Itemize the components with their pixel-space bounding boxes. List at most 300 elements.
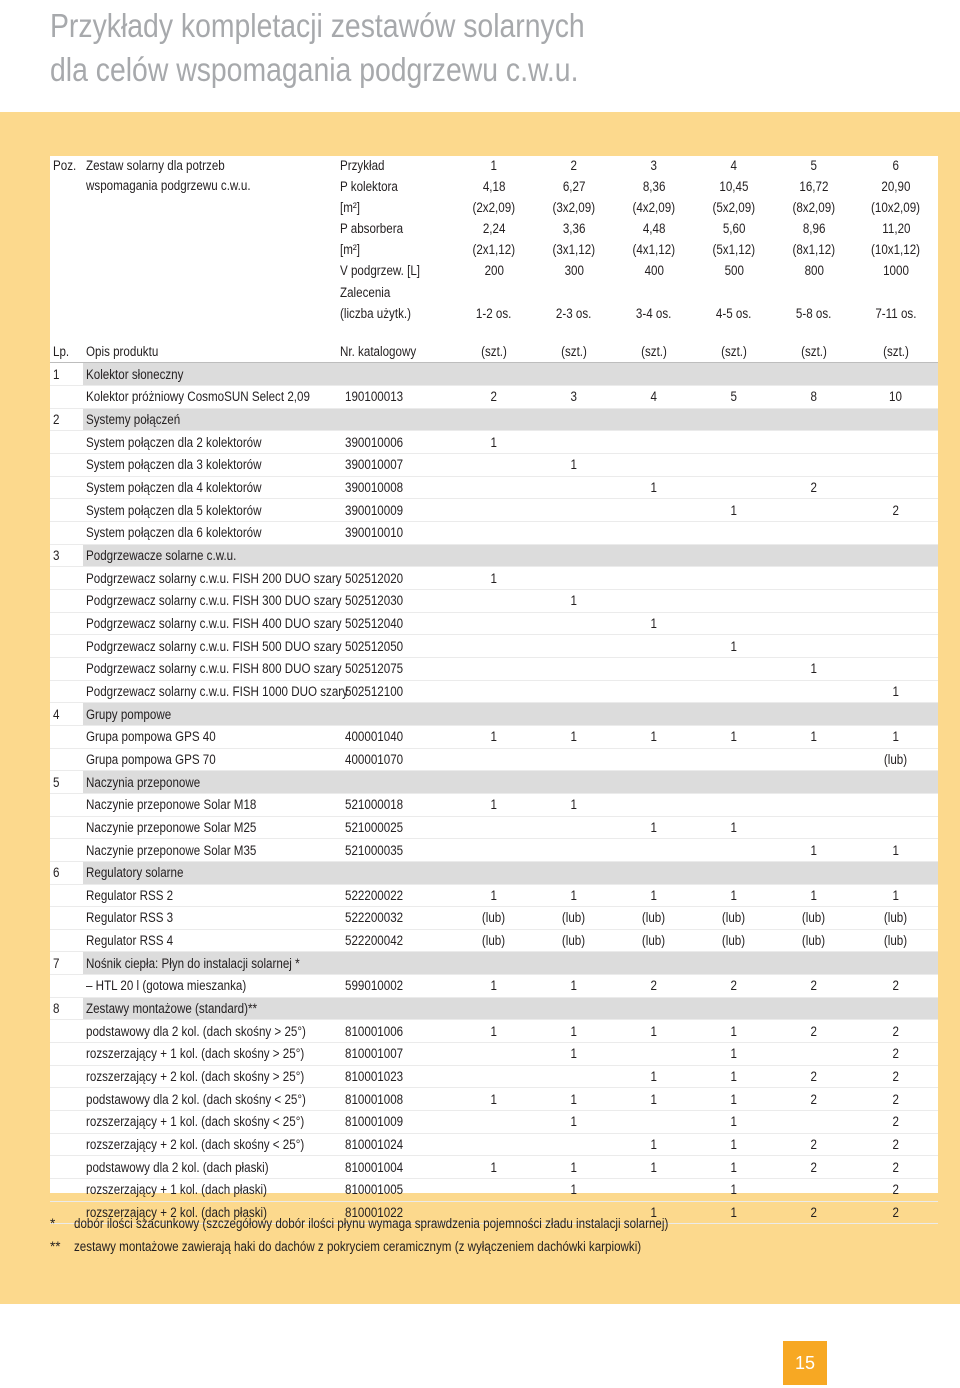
header-value-text: 10,45 — [719, 179, 749, 195]
quantity-cell — [694, 431, 774, 454]
quantity-cell-text: 1 — [490, 729, 498, 745]
header-value — [614, 304, 694, 325]
product-name — [83, 567, 342, 590]
quantity-cell-text: 2 — [892, 978, 900, 994]
catalog-number — [337, 476, 454, 499]
product-name — [83, 386, 337, 409]
header-value — [454, 240, 534, 261]
quantity-cell-text: 1 — [892, 683, 900, 699]
header-value-text: 800 — [804, 263, 824, 279]
category-number — [50, 544, 83, 567]
product-row — [50, 1156, 938, 1179]
quantity-cell — [854, 612, 938, 635]
quantity-cell-text: 2 — [810, 1023, 818, 1039]
product-row — [50, 1020, 938, 1043]
header-value-text: 4-5 os. — [716, 305, 752, 321]
category-row — [50, 861, 938, 884]
category-title-text: Naczynia przeponowe — [86, 774, 201, 790]
quantity-cell-text: 1 — [570, 1159, 578, 1175]
category-title-text: Kolektor słoneczny — [86, 366, 184, 382]
quantity-cell — [694, 725, 774, 748]
product-name — [83, 725, 337, 748]
header-value-text: 1-2 os. — [476, 305, 512, 321]
quantity-cell-text: 2 — [490, 389, 498, 405]
quantity-cell — [694, 476, 774, 499]
quantity-cell — [694, 657, 774, 680]
quantity-cell — [854, 454, 938, 477]
quantity-cell — [614, 680, 694, 703]
quantity-cell — [614, 386, 694, 409]
spacer-cell — [50, 325, 83, 341]
quantity-cell — [454, 1088, 534, 1111]
page-title-line-2: dla celów wspomagania podgrzewu c.w.u. — [50, 51, 579, 88]
header-value — [774, 177, 854, 198]
quantity-cell — [694, 1133, 774, 1156]
header-row-label-text: Przykład — [340, 158, 385, 173]
catalog-number — [337, 975, 454, 998]
quantity-cell-text: (lub) — [562, 933, 586, 949]
quantity-cell — [694, 567, 774, 590]
catalog-number — [337, 635, 454, 658]
quantity-cell — [614, 499, 694, 522]
product-row — [50, 454, 938, 477]
col-header-product — [83, 341, 337, 363]
header-row-label-text: V podgrzew. [L] — [340, 263, 421, 279]
quantity-cell — [854, 1156, 938, 1179]
quantity-cell-text: 2 — [892, 1182, 900, 1198]
product-lp-cell — [50, 657, 83, 680]
category-title — [83, 703, 938, 726]
category-number — [50, 703, 83, 726]
quantity-cell — [454, 1111, 534, 1134]
kit-description — [83, 156, 337, 325]
footnote — [50, 1212, 765, 1235]
quantity-cell — [854, 431, 938, 454]
header-row-label-text: P kolektora — [340, 179, 398, 195]
product-name-text: Podgrzewacz solarny c.w.u. FISH 300 DUO szary — [86, 593, 342, 609]
quantity-cell — [774, 816, 854, 839]
header-value-text: 3,36 — [562, 221, 586, 237]
header-value-text: 3 — [650, 158, 658, 173]
product-lp-cell — [50, 386, 83, 409]
header-value — [694, 219, 774, 240]
catalog-number-text: 522200032 — [345, 910, 404, 926]
quantity-cell — [774, 1043, 854, 1066]
quantity-cell — [454, 522, 534, 545]
quantity-cell-text: 1 — [650, 1205, 658, 1221]
kit-description-line-text: wspomagania podgrzewu c.w.u. — [86, 178, 251, 193]
product-name — [83, 680, 348, 703]
catalog-number — [337, 1133, 454, 1156]
spacer-cell — [774, 325, 854, 341]
header-value-text: (10x1,12) — [871, 242, 921, 258]
quantity-cell — [774, 793, 854, 816]
product-name — [83, 476, 337, 499]
product-row — [50, 1133, 938, 1156]
product-name-text: System połączen dla 3 kolektorów — [86, 457, 262, 473]
category-title — [83, 771, 938, 794]
catalog-number — [337, 431, 454, 454]
quantity-cell-text: 1 — [810, 661, 818, 677]
quantity-cell-text: (lub) — [802, 910, 826, 926]
product-row — [50, 431, 938, 454]
catalog-number-text: 390010007 — [345, 457, 404, 473]
quantity-cell-text: 1 — [730, 819, 738, 835]
quantity-cell — [454, 1065, 534, 1088]
quantity-cell-text: 2 — [892, 1205, 900, 1221]
quantity-cell — [854, 907, 938, 930]
header-value-text: (8x1,12) — [792, 242, 836, 258]
quantity-cell-text: 1 — [650, 1069, 658, 1085]
catalog-number-text: 810001005 — [345, 1182, 404, 1198]
quantity-cell-text: 1 — [490, 797, 498, 813]
catalog-number — [337, 522, 454, 545]
catalog-number-text: 521000035 — [345, 842, 404, 858]
header-value-text: (3x1,12) — [552, 242, 596, 258]
category-row — [50, 703, 938, 726]
quantity-cell — [694, 839, 774, 862]
quantity-cell-text: (lub) — [884, 751, 908, 767]
header-value — [854, 283, 938, 304]
quantity-cell-text: 5 — [730, 389, 738, 405]
product-row — [50, 657, 938, 680]
spacer-cell — [83, 325, 337, 341]
product-name — [83, 1111, 337, 1134]
header-value — [454, 198, 534, 219]
quantity-cell — [854, 816, 938, 839]
header-row-label — [337, 156, 454, 177]
quantity-cell-text: 2 — [892, 1069, 900, 1085]
quantity-cell — [534, 476, 614, 499]
header-row-label-text: [m²] — [340, 200, 360, 216]
quantity-cell — [614, 1088, 694, 1111]
catalog-number-text: 521000018 — [345, 797, 404, 813]
product-name-text: Podgrzewacz solarny c.w.u. FISH 400 DUO szary — [86, 615, 342, 631]
category-title — [83, 408, 938, 431]
quantity-cell — [774, 975, 854, 998]
quantity-cell — [614, 522, 694, 545]
header-value-text: 500 — [724, 263, 744, 279]
catalog-number — [337, 839, 454, 862]
product-row — [50, 612, 938, 635]
catalog-number — [337, 1156, 454, 1179]
quantity-cell-text: 2 — [892, 1091, 900, 1107]
quantity-cell-text: 1 — [570, 1114, 578, 1130]
product-row — [50, 839, 938, 862]
category-title-text: Grupy pompowe — [86, 706, 172, 722]
quantity-cell — [694, 386, 774, 409]
header-value-text: 2 — [570, 158, 578, 173]
quantity-cell-text: 2 — [730, 978, 738, 994]
product-row — [50, 725, 938, 748]
quantity-cell — [694, 635, 774, 658]
product-lp-cell — [50, 1133, 83, 1156]
quantity-cell — [694, 975, 774, 998]
header-row-label — [337, 261, 454, 282]
kit-description-line — [86, 156, 337, 176]
product-name — [83, 1020, 337, 1043]
header-value — [854, 156, 938, 177]
header-row-label — [337, 177, 454, 198]
quantity-cell — [614, 1065, 694, 1088]
kit-description-line-text: Zestaw solarny dla potrzeb — [86, 158, 225, 173]
product-lp-cell — [50, 839, 83, 862]
product-name — [83, 454, 337, 477]
header-value-text: 7-11 os. — [875, 305, 917, 321]
quantity-cell — [614, 1111, 694, 1134]
quantity-cell-text: 1 — [650, 1023, 658, 1039]
quantity-cell — [854, 635, 938, 658]
quantity-cell — [854, 975, 938, 998]
category-title-text: Systemy połączeń — [86, 412, 181, 428]
quantity-cell-text: 2 — [810, 1137, 818, 1153]
product-name-text: podstawowy dla 2 kol. (dach skośny > 25°) — [86, 1023, 306, 1039]
header-value-text: 2,24 — [482, 221, 506, 237]
header-value — [534, 198, 614, 219]
quantity-cell — [534, 657, 614, 680]
product-name-text: rozszerzający + 1 kol. (dach skośny < 25°) — [86, 1114, 305, 1130]
product-lp-cell — [50, 975, 83, 998]
category-title — [83, 363, 938, 386]
quantity-cell-text: 1 — [730, 1091, 738, 1107]
header-value — [454, 156, 534, 177]
product-name-text: podstawowy dla 2 kol. (dach płaski) — [86, 1159, 269, 1175]
quantity-cell — [854, 1179, 938, 1202]
spacer-cell — [534, 325, 614, 341]
header-value-text: 5-8 os. — [796, 305, 832, 321]
poz-label-text: Poz. — [53, 158, 77, 173]
product-row — [50, 1065, 938, 1088]
category-title — [83, 952, 938, 975]
col-header-product-text: Opis produktu — [86, 344, 159, 360]
catalog-number — [337, 454, 454, 477]
product-lp-cell — [50, 1088, 83, 1111]
quantity-cell — [454, 1043, 534, 1066]
quantity-cell — [534, 612, 614, 635]
header-value-text: 5,60 — [722, 221, 746, 237]
header-value-text: 4,18 — [482, 179, 506, 195]
header-value — [454, 177, 534, 198]
header-value — [534, 283, 614, 304]
product-name-text: Naczynie przeponowe Solar M18 — [86, 797, 257, 813]
quantity-cell-text: 2 — [810, 480, 818, 496]
product-lp-cell — [50, 884, 83, 907]
catalog-number — [337, 657, 454, 680]
header-value-text: 6 — [892, 158, 900, 173]
catalog-number — [337, 816, 454, 839]
category-title — [83, 997, 938, 1020]
quantity-cell — [614, 1133, 694, 1156]
header-value — [534, 261, 614, 282]
catalog-number-text: 400001040 — [345, 729, 404, 745]
quantity-cell — [614, 929, 694, 952]
product-lp-cell — [50, 680, 83, 703]
header-value-text: 3-4 os. — [636, 305, 672, 321]
header-value-text: 4 — [730, 158, 738, 173]
catalog-number — [337, 567, 454, 590]
col-header-catalog — [337, 341, 454, 363]
quantity-cell-text: 1 — [490, 1159, 498, 1175]
quantity-cell-text: 1 — [730, 887, 738, 903]
quantity-cell — [614, 748, 694, 771]
header-value-text: 400 — [644, 263, 664, 279]
quantity-cell — [614, 657, 694, 680]
catalog-number-text: 810001023 — [345, 1069, 404, 1085]
quantity-cell — [534, 1065, 614, 1088]
quantity-cell — [854, 929, 938, 952]
product-lp-cell — [50, 499, 83, 522]
quantity-cell-text: 1 — [490, 978, 498, 994]
catalog-number — [337, 386, 454, 409]
header-row-label — [337, 283, 454, 304]
header-value-text: 300 — [564, 263, 584, 279]
quantity-cell-text: 1 — [650, 1137, 658, 1153]
product-name — [83, 1043, 337, 1066]
header-value-text: 2-3 os. — [556, 305, 592, 321]
header-value — [534, 240, 614, 261]
header-value — [614, 240, 694, 261]
product-name-text: Podgrzewacz solarny c.w.u. FISH 1000 DUO szary — [86, 683, 348, 699]
quantity-cell — [454, 884, 534, 907]
product-row — [50, 907, 938, 930]
catalog-number-text: 502512020 — [345, 570, 404, 586]
quantity-cell — [534, 1179, 614, 1202]
header-value-text: 1 — [490, 158, 498, 173]
product-lp-cell — [50, 816, 83, 839]
product-lp-cell — [50, 454, 83, 477]
product-name — [83, 1065, 337, 1088]
header-value-text: 200 — [484, 263, 504, 279]
catalog-number-text: 810001022 — [345, 1205, 404, 1221]
quantity-cell — [774, 476, 854, 499]
footnote — [50, 1235, 765, 1258]
product-name-text: – HTL 20 l (gotowa mieszanka) — [86, 978, 247, 994]
product-row — [50, 793, 938, 816]
quantity-cell — [534, 748, 614, 771]
catalog-number — [337, 499, 454, 522]
quantity-cell — [534, 680, 614, 703]
product-name-text: System połączen dla 2 kolektorów — [86, 434, 262, 450]
product-row — [50, 884, 938, 907]
quantity-cell-text: 2 — [810, 1091, 818, 1107]
quantity-cell-text: 1 — [892, 729, 900, 745]
catalog-number-text: 810001007 — [345, 1046, 404, 1062]
quantity-cell — [854, 1088, 938, 1111]
quantity-cell — [774, 612, 854, 635]
quantity-cell — [454, 929, 534, 952]
product-name — [83, 635, 342, 658]
quantity-cell-text: 1 — [730, 638, 738, 654]
header-value — [694, 304, 774, 325]
catalog-number-text: 810001024 — [345, 1137, 404, 1153]
category-title-text: Regulatory solarne — [86, 865, 184, 881]
quantity-cell — [534, 793, 614, 816]
product-name-text: Grupa pompowa GPS 70 — [86, 751, 216, 767]
quantity-cell — [774, 907, 854, 930]
quantity-cell — [534, 635, 614, 658]
quantity-cell-text: 10 — [889, 389, 903, 405]
quantity-cell — [774, 839, 854, 862]
spacer-cell — [854, 325, 938, 341]
catalog-number — [337, 748, 454, 771]
quantity-cell — [854, 567, 938, 590]
quantity-cell — [614, 612, 694, 635]
quantity-cell — [534, 1020, 614, 1043]
header-value — [614, 156, 694, 177]
quantity-cell-text: 1 — [490, 1023, 498, 1039]
product-name-text: Naczynie przeponowe Solar M35 — [86, 842, 257, 858]
spacer-cell — [454, 325, 534, 341]
quantity-cell — [694, 680, 774, 703]
quantity-cell — [774, 1156, 854, 1179]
header-value — [534, 156, 614, 177]
category-number-text: 2 — [53, 412, 60, 428]
quantity-cell-text: (lub) — [482, 910, 506, 926]
product-name — [83, 657, 342, 680]
catalog-number-text: 502512030 — [345, 593, 404, 609]
product-row — [50, 476, 938, 499]
header-value — [454, 283, 534, 304]
quantity-cell — [774, 1133, 854, 1156]
quantity-cell-text: 2 — [892, 1159, 900, 1175]
summary-header — [50, 156, 938, 325]
quantity-cell — [694, 816, 774, 839]
quantity-cell — [694, 907, 774, 930]
quantity-cell — [534, 907, 614, 930]
product-row — [50, 635, 938, 658]
product-row — [50, 929, 938, 952]
quantity-cell-text: 1 — [570, 457, 578, 473]
col-header-unit-text: (szt.) — [721, 344, 747, 360]
quantity-cell — [454, 1156, 534, 1179]
quantity-cell-text: 1 — [730, 1023, 738, 1039]
quantity-cell — [454, 816, 534, 839]
header-value — [614, 177, 694, 198]
quantity-cell-text: 1 — [650, 480, 658, 496]
quantity-cell-text: (lub) — [802, 933, 826, 949]
quantity-cell — [774, 929, 854, 952]
quantity-cell — [854, 1065, 938, 1088]
quantity-cell-text: 1 — [730, 729, 738, 745]
quantity-cell — [454, 657, 534, 680]
category-title-text: Podgrzewacze solarne c.w.u. — [86, 547, 237, 563]
quantity-cell — [854, 476, 938, 499]
product-lp-cell — [50, 476, 83, 499]
quantity-cell — [534, 725, 614, 748]
product-lp-cell — [50, 1020, 83, 1043]
quantity-cell — [534, 884, 614, 907]
quantity-cell-text: 1 — [730, 1114, 738, 1130]
catalog-number — [337, 884, 454, 907]
product-lp-cell — [50, 1111, 83, 1134]
quantity-cell — [614, 635, 694, 658]
product-name — [83, 929, 337, 952]
quantity-cell — [454, 907, 534, 930]
quantity-cell — [454, 748, 534, 771]
category-number-text: 6 — [53, 865, 60, 881]
header-row — [50, 156, 938, 177]
quantity-cell — [534, 929, 614, 952]
product-lp-cell — [50, 589, 83, 612]
catalog-number — [337, 1043, 454, 1066]
product-lp-cell — [50, 748, 83, 771]
quantity-cell — [694, 793, 774, 816]
catalog-number — [337, 680, 454, 703]
quantity-cell — [534, 567, 614, 590]
quantity-cell — [694, 1020, 774, 1043]
product-row — [50, 522, 938, 545]
product-lp-cell — [50, 567, 83, 590]
